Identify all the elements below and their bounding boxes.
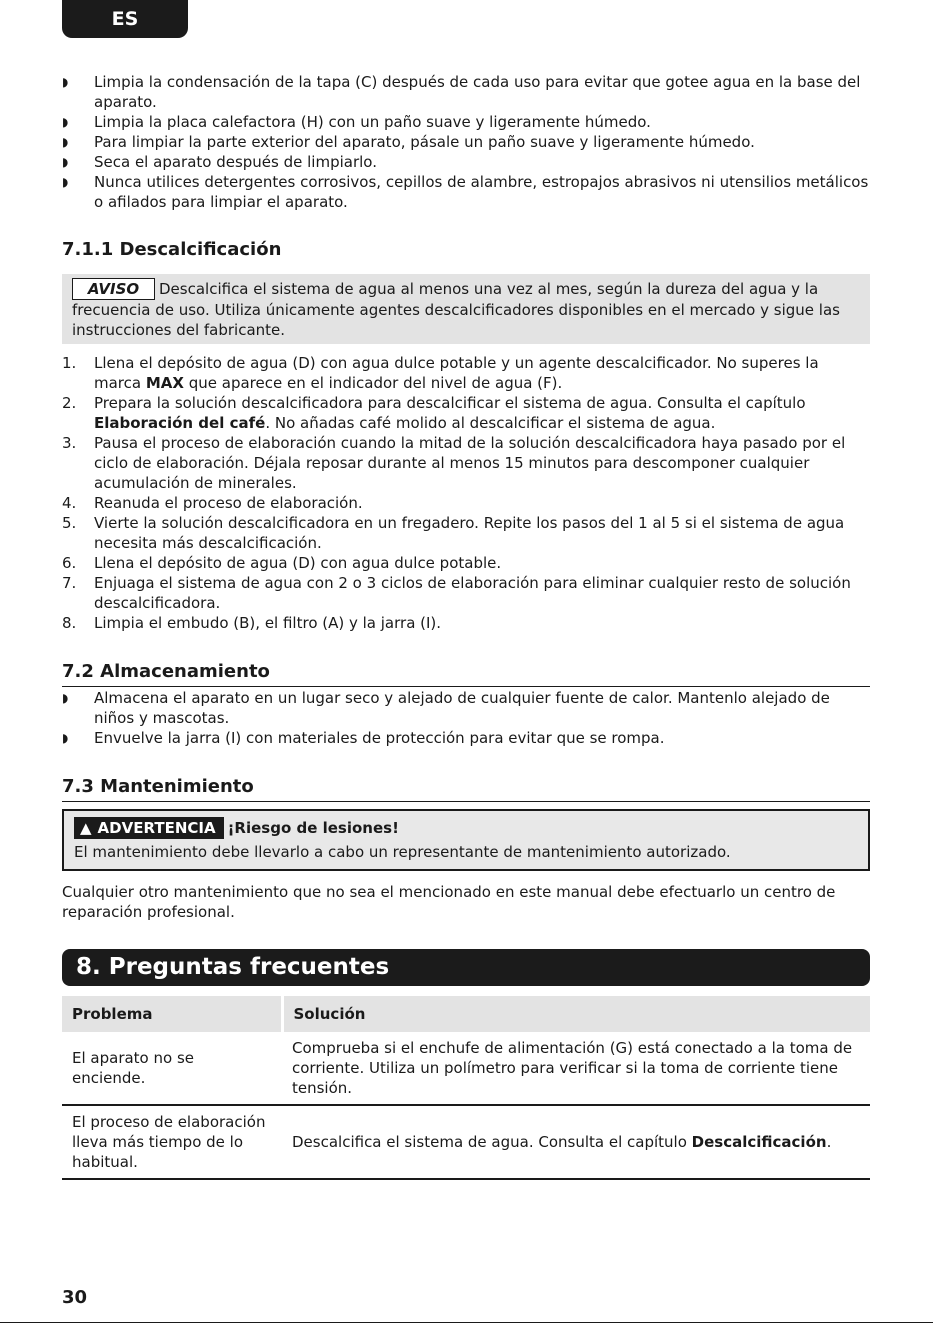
descaling-heading: 7.1.1 Descalcificación [62, 239, 282, 260]
warning-heading: ¡Riesgo de lesiones! [227, 819, 399, 837]
list-item: ◗ Limpia la condensación de la tapa (C) después de cada uso para evitar que gotee agua en la base del aparato. [62, 73, 861, 111]
column-header-solution: Solución [282, 996, 870, 1032]
bullet-icon: ◗ [62, 175, 69, 189]
page-number: 30 [62, 1287, 88, 1308]
language-tab: ES [62, 0, 188, 38]
descaling-steps [62, 353, 870, 633]
list-item: 6. Llena el depósito de agua (D) con agua dulce potable. [62, 554, 502, 572]
bullet-icon: ◗ [62, 115, 69, 129]
notice-tag: AVISO [72, 278, 155, 300]
faq-table [62, 996, 870, 1180]
list-item: ◗ Para limpiar la parte exterior del aparato, pásale un paño suave y ligeramente húmedo. [62, 133, 755, 151]
problem-cell: El proceso de elaboración lleva más tiempo de lo habitual. [62, 1105, 282, 1179]
list-item: 8. Limpia el embudo (B), el filtro (A) y la jarra (I). [62, 614, 442, 632]
problem-cell: El aparato no se enciende. [62, 1032, 282, 1105]
table-row [62, 1032, 870, 1105]
list-item: ◗ Almacena el aparato en un lugar seco y alejado de cualquier fuente de calor. Mantenlo alejado de niños y mascotas. [62, 689, 830, 727]
section-divider [62, 801, 870, 802]
list-item: ◗ Limpia la placa calefactora (H) con un paño suave y ligeramente húmedo. [62, 113, 651, 131]
faq-heading: 8. Preguntas frecuentes [62, 949, 870, 986]
bullet-icon: ◗ [62, 135, 69, 149]
list-item: 1. Llena el depósito de agua (D) con agua dulce potable y un agente descalcificador. No superes la marca MAX que aparece en el indicador del nivel de agua (F). [62, 354, 819, 392]
notice-box [62, 274, 870, 344]
bullet-icon: ◗ [62, 155, 69, 169]
warning-box [62, 809, 870, 871]
storage-bullet-list [62, 688, 870, 748]
warning-text: El mantenimiento debe llevarlo a cabo un representante de mantenimiento autorizado. [74, 843, 731, 861]
warning-tag: ▲ ADVERTENCIA [74, 817, 224, 839]
storage-heading: 7.2 Almacenamiento [62, 661, 270, 682]
list-item: ◗ Envuelve la jarra (I) con materiales de protección para evitar que se rompa. [62, 729, 665, 747]
maintenance-paragraph: Cualquier otro mantenimiento que no sea el mencionado en este manual debe efectuarlo un centro de reparación profesional. [62, 883, 836, 921]
solution-cell: Descalcifica el sistema de agua. Consulta el capítulo Descalcificación. [282, 1105, 870, 1179]
table-row [62, 1105, 870, 1179]
page-bottom-rule [0, 1322, 933, 1323]
maintenance-heading: 7.3 Mantenimiento [62, 776, 254, 797]
table-header-row [62, 996, 870, 1032]
cleaning-bullet-list [62, 72, 870, 212]
bullet-icon: ◗ [62, 691, 69, 705]
warning-triangle-icon: ▲ [80, 819, 92, 837]
column-header-problem: Problema [62, 996, 282, 1032]
notice-text: Descalcifica el sistema de agua al menos una vez al mes, según la dureza del agua y la frecuencia de uso. Utiliza únicamente agentes descalcificadores disponibles en el mercado y sigue las instrucciones del fabricante. [72, 280, 840, 339]
list-item: 5. Vierte la solución descalcificadora en un fregadero. Repite los pasos del 1 al 5 si el sistema de agua necesita más descalcificación. [62, 514, 845, 552]
section-divider [62, 686, 870, 687]
list-item: 2. Prepara la solución descalcificadora para descalcificar el sistema de agua. Consulta el capítulo Elaboración del café. No añadas café molido al descalcificar el sistema de agua. [62, 394, 806, 432]
list-item: 7. Enjuaga el sistema de agua con 2 o 3 ciclos de elaboración para eliminar cualquier resto de solución descalcificadora. [62, 574, 851, 612]
list-item: 4. Reanuda el proceso de elaboración. [62, 494, 363, 512]
solution-cell: Comprueba si el enchufe de alimentación (G) está conectado a la toma de corriente. Utiliza un polímetro para verificar si la toma de corriente tiene tensión. [282, 1032, 870, 1105]
bullet-icon: ◗ [62, 731, 69, 745]
bullet-icon: ◗ [62, 75, 69, 89]
list-item: ◗ Nunca utilices detergentes corrosivos, cepillos de alambre, estropajos abrasivos ni utensilios metálicos o afilados para limpiar el aparato. [62, 173, 869, 211]
list-item: 3. Pausa el proceso de elaboración cuando la mitad de la solución descalcificadora haya pasado por el ciclo de elaboración. Déjala reposar durante al menos 15 minutos para descomponer cualquier acumulación de minerales. [62, 434, 846, 492]
list-item: ◗ Seca el aparato después de limpiarlo. [62, 153, 377, 171]
